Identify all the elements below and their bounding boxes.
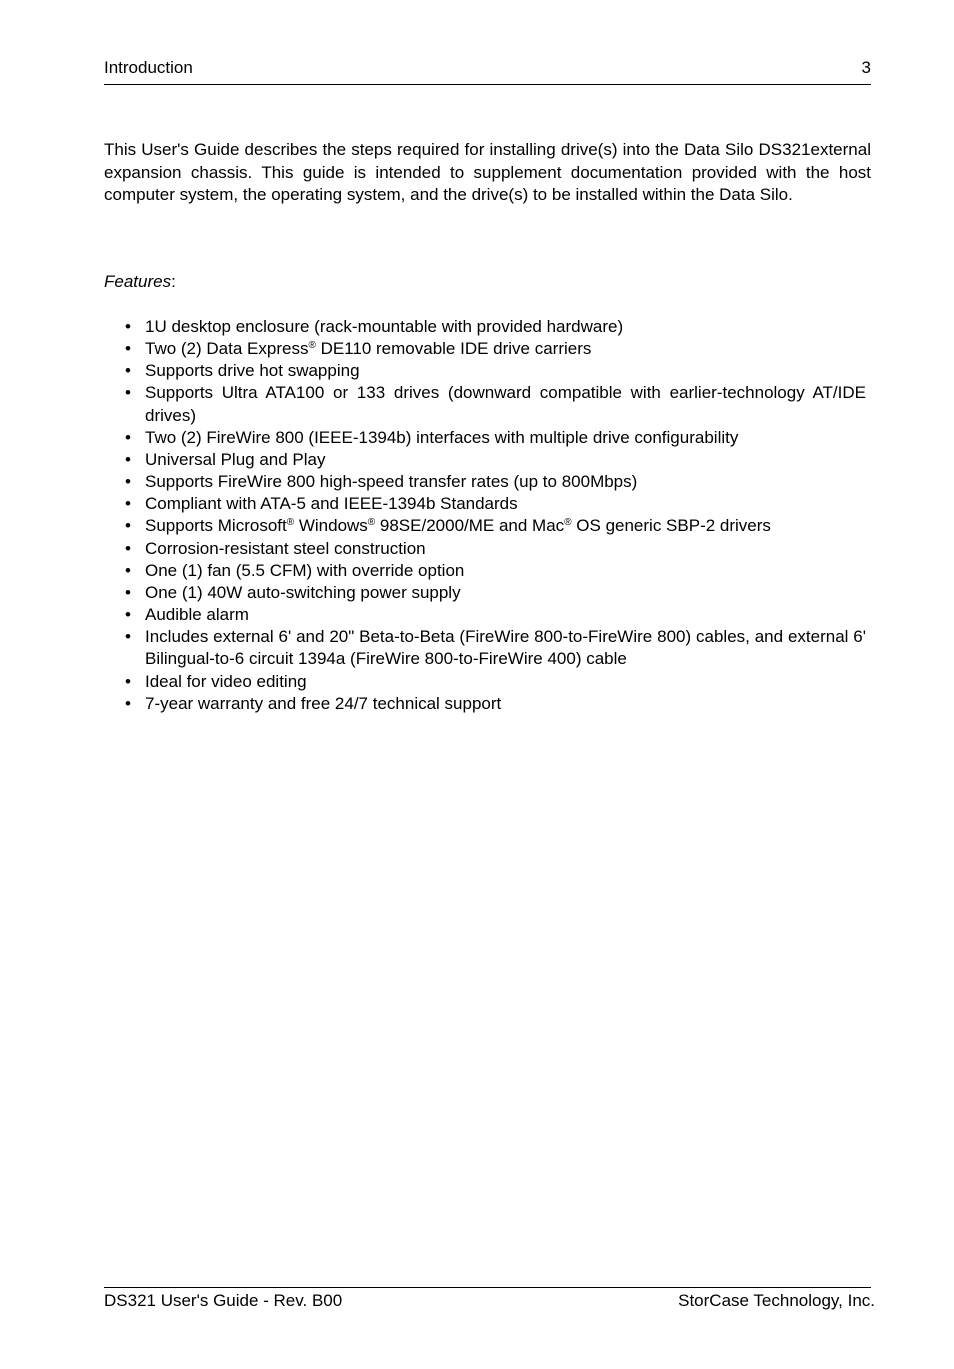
registered-mark: ®: [367, 517, 376, 529]
item-text: Two (2) Data Express: [145, 339, 309, 359]
footer-document-title: DS321 User's Guide - Rev. B00: [104, 1291, 343, 1310]
list-item: [104, 538, 866, 560]
list-item: [104, 493, 866, 515]
list-item: [104, 427, 866, 449]
list-item: [104, 671, 866, 693]
list-item: [104, 560, 866, 582]
list-item: [104, 449, 866, 471]
registered-mark: ®: [308, 340, 316, 352]
features-heading-text: Features: [104, 272, 172, 291]
list-item: [104, 582, 866, 604]
item-text: Includes external 6' and 20" Beta-to-Beta (FireWire 800-to-FireWire 800) cables, and external 6' Bilingual-to-6 circuit 1394a (FireWire 800-to-FireWire 400) cable: [145, 627, 866, 669]
item-text: OS generic SBP-2 drivers: [571, 516, 771, 536]
item-text: One (1) 40W auto-switching power supply: [145, 582, 461, 602]
item-text: 98SE/2000/ME and Mac: [375, 516, 565, 536]
item-text: DE110 removable IDE drive carriers: [320, 339, 592, 359]
list-item: [104, 693, 866, 715]
list-item: [104, 316, 866, 338]
registered-mark: ®: [286, 517, 295, 529]
item-text: 7-year warranty and free 24/7 technical support: [145, 693, 502, 713]
section-title: Introduction: [104, 58, 193, 77]
features-colon: :: [171, 272, 176, 291]
list-item: [104, 338, 866, 360]
features-heading: [104, 271, 176, 293]
list-item: [104, 471, 866, 493]
item-text: Ideal for video editing: [145, 671, 307, 691]
features-list: [104, 316, 866, 715]
list-item: [104, 515, 866, 537]
item-text: Compliant with ATA-5 and IEEE-1394b Standards: [145, 494, 518, 514]
list-item: [104, 626, 866, 670]
item-text: Windows: [294, 516, 368, 536]
page-number: 3: [861, 58, 871, 77]
list-item: [104, 382, 866, 426]
item-text: One (1) fan (5.5 CFM) with override option: [145, 560, 465, 580]
item-text: Supports drive hot swapping: [145, 361, 360, 381]
item-text: Universal Plug and Play: [145, 449, 326, 469]
item-text: Supports Ultra ATA100 or 133 drives (downward compatible with earlier-technology AT/IDE drives): [145, 383, 866, 425]
footer-company: StorCase Technology, Inc.: [678, 1291, 875, 1310]
list-item: [104, 604, 866, 626]
item-text: Corrosion-resistant steel construction: [145, 538, 426, 558]
item-text: Supports Microsoft: [145, 516, 287, 536]
item-text: Supports FireWire 800 high-speed transfer rates (up to 800Mbps): [145, 472, 638, 492]
item-text: 1U desktop enclosure (rack-mountable with provided hardware): [145, 317, 624, 336]
page-footer: [104, 1287, 875, 1310]
page-header: [104, 58, 871, 85]
item-text: Two (2) FireWire 800 (IEEE-1394b) interfaces with multiple drive configurability: [145, 427, 739, 447]
registered-mark: ®: [564, 517, 572, 529]
list-item: [104, 360, 866, 382]
item-text: Audible alarm: [145, 605, 249, 625]
intro-paragraph: This User's Guide describes the steps required for installing drive(s) into the Data Silo DS321external expansion chassis. This guide is intended to supplement documentation provided with the host computer system, the operating system, and the drive(s) to be installed within the Data Silo.: [104, 140, 871, 204]
